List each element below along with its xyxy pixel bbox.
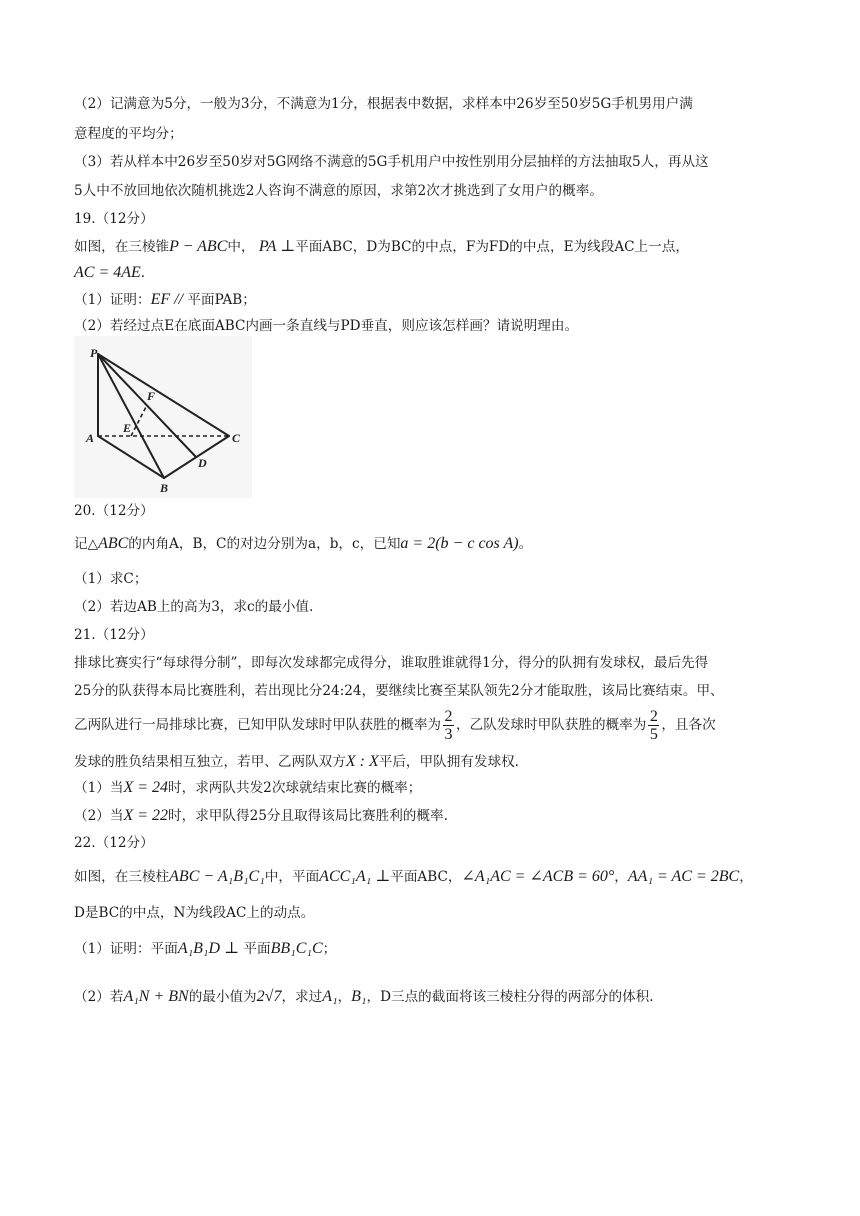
- text: ，: [614, 869, 628, 885]
- text: ，: [337, 989, 352, 1005]
- q18-part2-line2: 意程度的平均分；: [74, 126, 183, 142]
- math: A₁N + BN: [123, 988, 189, 1005]
- math: ∠A₁AC = ∠ACB = 60°: [461, 868, 615, 885]
- text: 平面ABC，D为BC的中点，F为FD的中点，E为线段AC上一点，: [295, 239, 689, 255]
- text: （2）若: [74, 989, 124, 1005]
- math: X = 22: [123, 807, 169, 824]
- text: 如图，在三棱锥: [74, 239, 170, 255]
- denominator: 3: [444, 726, 453, 743]
- label-B: B: [160, 481, 169, 495]
- q21-heading: 21.（12分）: [74, 627, 154, 643]
- numerator: 2: [444, 708, 453, 725]
- text: （1）证明：: [74, 292, 151, 308]
- q22-stem-line1: [74, 867, 753, 887]
- math: AA₁ = AC = 2BC: [627, 868, 740, 885]
- text: 如图，在三棱柱: [74, 869, 170, 885]
- q21-stem-line1: 排球比赛实行“每球得分制”，即每次发球都完成得分，谁取胜谁就得1分，得分的队拥有发球权，最后先得: [74, 655, 709, 671]
- math: ABC − A₁B₁C₁: [169, 868, 265, 885]
- text: ，求过: [281, 989, 323, 1005]
- math: ACC₁A₁ ⊥: [319, 868, 391, 885]
- text: 时，求甲队得25分且取得该局比赛胜利的概率.: [168, 808, 448, 824]
- text: 时，求两队共发2次球就结束比赛的概率；: [168, 780, 422, 796]
- math: 2√7: [256, 988, 282, 1005]
- label-A: A: [86, 431, 95, 445]
- text: 的内角A，B，C的对边分别为a，b，c，已知: [128, 536, 401, 552]
- math: X = 24: [123, 779, 169, 796]
- math: A₁: [322, 988, 338, 1005]
- text: 。: [518, 536, 533, 552]
- text: 发球的胜负结果相互独立，若甲、乙两队双方: [74, 754, 346, 770]
- text: ，D三点的截面将该三棱柱分得的两部分的体积.: [366, 989, 654, 1005]
- q20-part1: （1）求C；: [74, 571, 148, 587]
- text: 平后，甲队拥有发球权.: [378, 754, 520, 770]
- math: A₁B₁D ⊥: [177, 940, 240, 957]
- q22-heading: 22.（12分）: [74, 835, 154, 851]
- q22-stem-line2: D是BC的中点，N为线段AC上的动点。: [74, 905, 315, 921]
- text: （1）当: [74, 780, 124, 796]
- q19-part1: [74, 290, 256, 310]
- q22-part1: [74, 939, 336, 959]
- q19-part2: （2）若经过点E在底面ABC内画一条直线与PD垂直，则应该怎样画？请说明理由。: [74, 318, 579, 334]
- denominator: 5: [649, 726, 658, 743]
- label-D: D: [198, 456, 207, 470]
- q18-part2-line1: （2）记满意为5分，一般为3分，不满意为1分，根据表中数据，求样本中26岁至50岁5G手机男用户满: [74, 96, 693, 112]
- text: 记△: [74, 536, 99, 552]
- text: ，: [739, 869, 753, 885]
- q20-stem: [74, 534, 532, 554]
- q20-heading: 20.（12分）: [74, 503, 154, 519]
- fraction-two-thirds: [443, 708, 454, 743]
- math: AC = 4AE: [74, 264, 141, 281]
- numerator: 2: [649, 708, 658, 725]
- label-P: P: [90, 346, 98, 360]
- q22-part2: [74, 987, 654, 1007]
- text: （2）当: [74, 808, 124, 824]
- label-F: F: [147, 389, 156, 403]
- label-E: E: [123, 421, 132, 435]
- q21-stem-line2: 25分的队获得本局比赛胜利，若出现比分24:24，要继续比赛至某队领先2分才能取胜，该局比赛结束。甲、: [74, 683, 724, 699]
- math: EF //: [150, 291, 184, 308]
- q21-part1: [74, 778, 421, 798]
- pyramid-figure: [74, 336, 252, 498]
- q18-part3-line1: （3）若从样本中26岁至50岁对5G网络不满意的5G手机用户中按性别用分层抽样的方法抽取5人，再从这: [74, 154, 709, 170]
- math: ABC: [98, 535, 129, 552]
- text: ，且各次: [661, 717, 716, 733]
- math: PA ⊥: [258, 238, 296, 255]
- text: 的最小值为: [188, 989, 257, 1005]
- q19-heading: 19.（12分）: [74, 211, 154, 227]
- text: 平面ABC，: [390, 869, 462, 885]
- q21-part2: [74, 806, 448, 826]
- q21-stem-line4: [74, 752, 519, 772]
- math: B₁: [351, 988, 367, 1005]
- q19-stem-line2: [74, 263, 145, 283]
- label-C: C: [232, 431, 241, 445]
- q21-stem-line3: [74, 705, 716, 745]
- text: 平面: [243, 941, 271, 957]
- text: 平面PAB；: [187, 292, 256, 308]
- q19-stem-line1: [74, 237, 689, 257]
- q20-part2: （2）若边AB上的高为3，求c的最小值.: [74, 599, 314, 615]
- text: .: [140, 265, 146, 281]
- fraction-two-fifths: [648, 708, 659, 743]
- text: 乙两队进行一局排球比赛，已知甲队发球时甲队获胜的概率为: [74, 717, 442, 733]
- text: （1）证明：平面: [74, 941, 178, 957]
- text: ，乙队发球时甲队获胜的概率为: [456, 717, 647, 733]
- q18-part3-line2: 5人中不放回地依次随机挑选2人咨询不满意的原因，求第2次才挑选到了女用户的概率。: [74, 183, 603, 199]
- text: 中，: [227, 239, 255, 255]
- math: X : X: [345, 753, 379, 770]
- math: BB₁C₁C: [270, 940, 323, 957]
- math: P − ABC: [169, 238, 228, 255]
- math: a = 2(b − c cos A): [400, 535, 519, 552]
- text: 中，平面: [264, 869, 320, 885]
- text: ；: [322, 941, 337, 957]
